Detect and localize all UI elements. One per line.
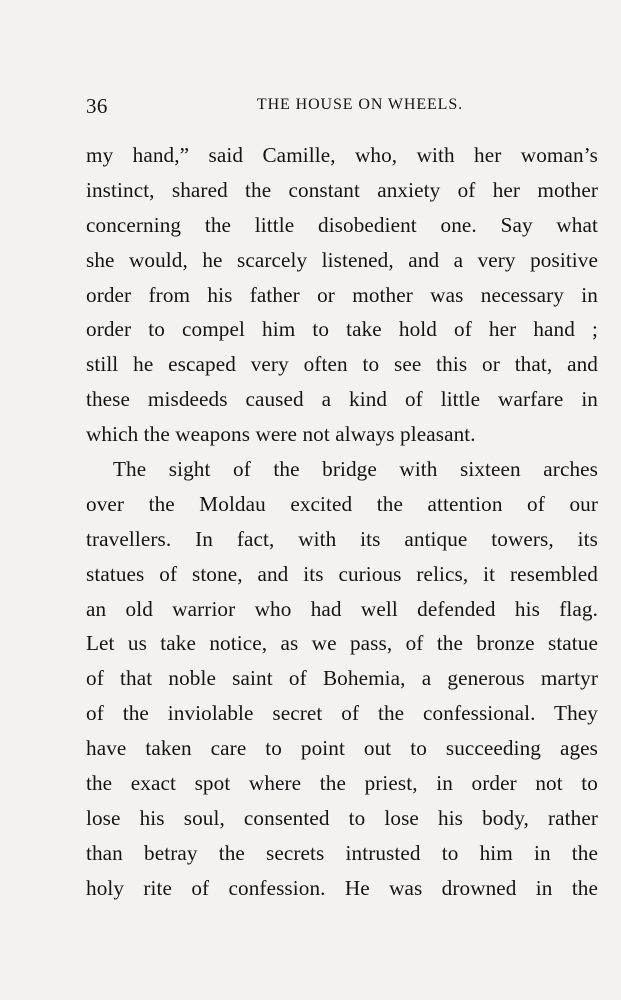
text-line: over the Moldau excited the attention of our <box>86 491 598 516</box>
text-line: Let us take notice, as we pass, of the bronze statue <box>86 631 598 656</box>
text-line: lose his soul, consented to lose his body, rather <box>86 805 598 830</box>
text-line: of the inviolable secret of the confessional. They <box>86 701 598 726</box>
text-line: instinct, shared the constant anxiety of her mother <box>86 177 598 202</box>
page-number: 36 <box>86 94 108 118</box>
text-line: holy rite of confession. He was drowned in the <box>86 875 598 900</box>
text-line: still he escaped very often to see this or that, and <box>86 352 598 377</box>
running-head <box>86 94 598 124</box>
text-line: the exact spot where the priest, in order not to <box>86 771 598 796</box>
text-line: have taken care to point out to succeeding ages <box>86 736 598 761</box>
text-line: than betray the secrets intrusted to him in the <box>86 840 598 865</box>
text-line: statues of stone, and its curious relics, it resembled <box>86 561 598 586</box>
text-line: she would, he scarcely listened, and a very positive <box>86 247 598 272</box>
text-line: which the weapons were not always pleasant. <box>86 422 476 447</box>
text-line: The sight of the bridge with sixteen arches <box>113 457 598 482</box>
running-title: THE HOUSE ON WHEELS. <box>256 96 464 113</box>
text-line: concerning the little disobedient one. Say what <box>86 212 598 237</box>
text-line: order from his father or mother was necessary in <box>86 282 598 307</box>
text-line: an old warrior who had well defended his flag. <box>86 596 598 621</box>
text-line: travellers. In fact, with its antique towers, its <box>86 526 598 551</box>
text-line: these misdeeds caused a kind of little warfare in <box>86 387 598 412</box>
text-line: my hand,” said Camille, who, with her woman’s <box>86 143 598 167</box>
text-line: of that noble saint of Bohemia, a generous martyr <box>86 666 598 691</box>
body-text <box>86 138 598 906</box>
text-line: order to compel him to take hold of her hand ; <box>86 317 598 342</box>
